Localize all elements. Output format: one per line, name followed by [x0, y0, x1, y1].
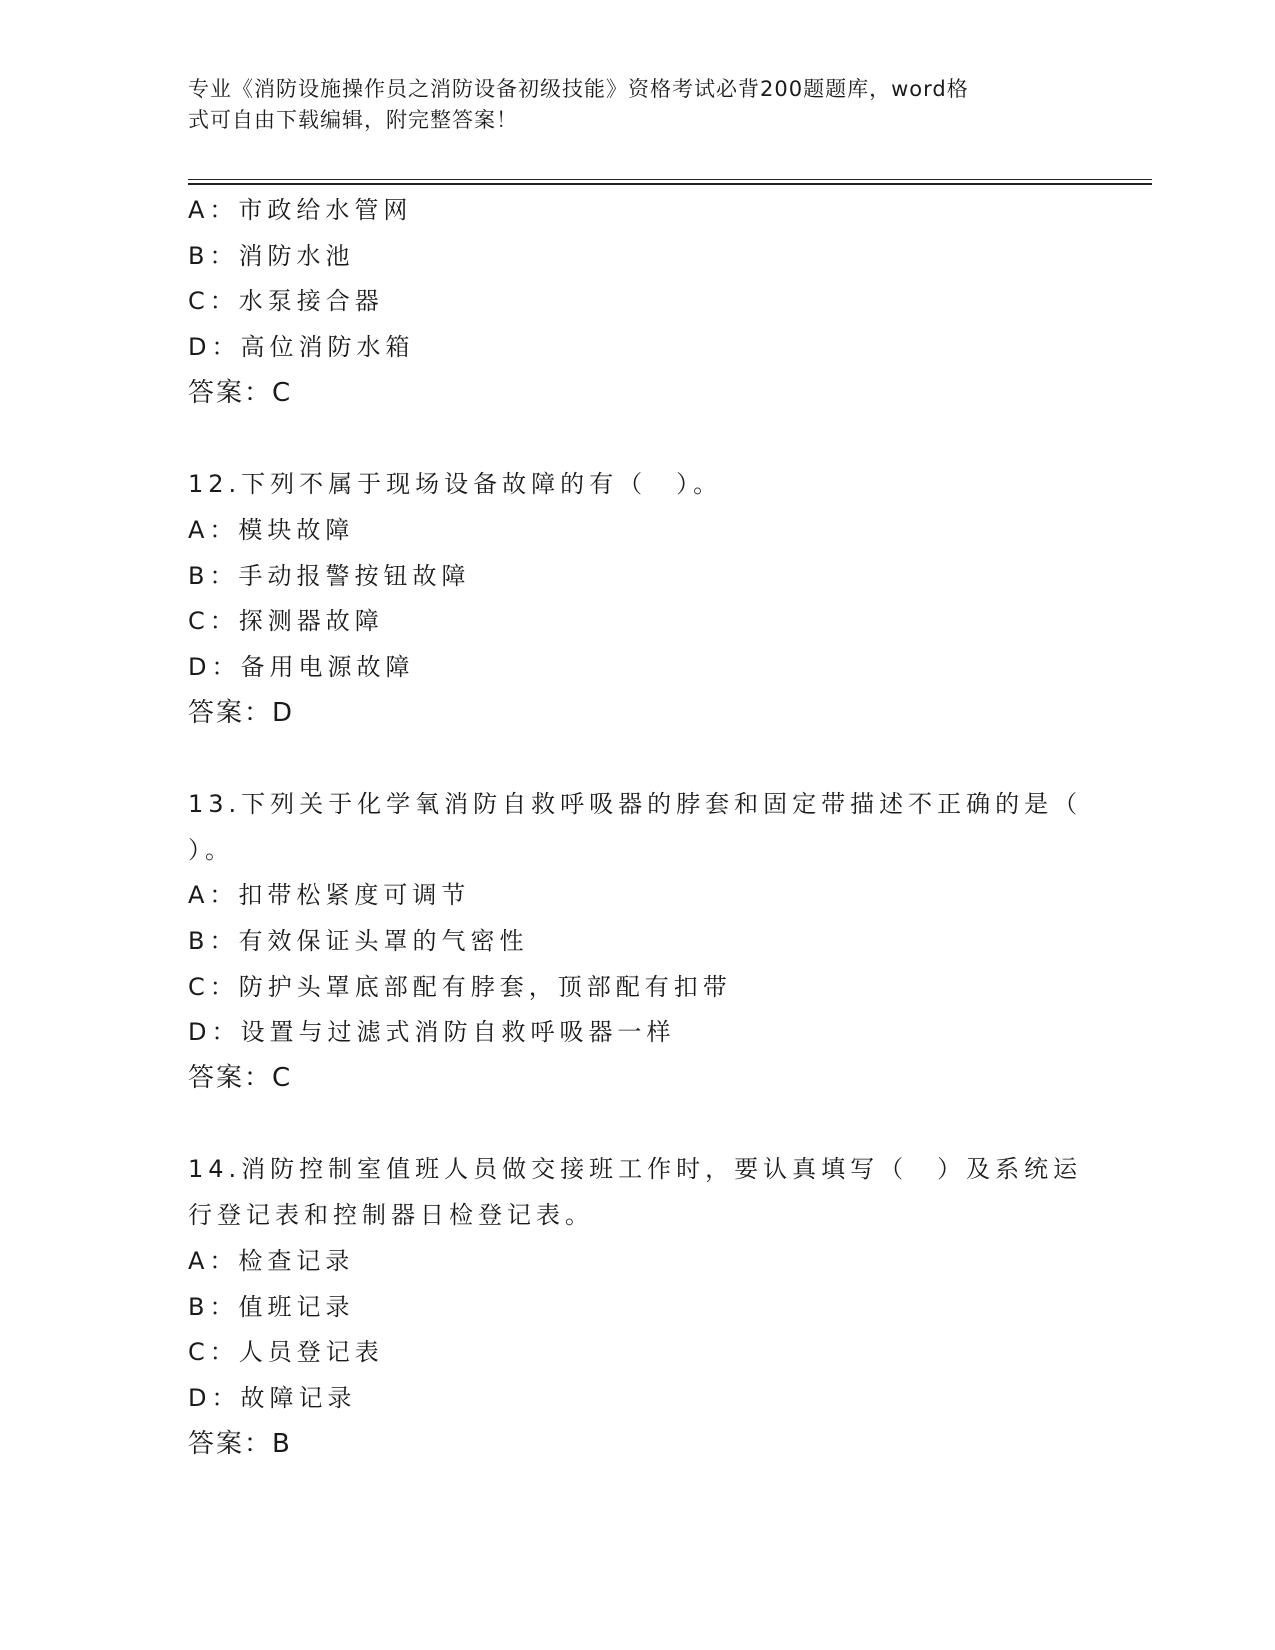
- header-divider-thin: [188, 179, 1152, 180]
- question-text-line-1: 14.消防控制室值班人员做交接班工作时，要认真填写（ ）及系统运: [188, 1155, 1083, 1184]
- option-c: C：人员登记表: [188, 1338, 384, 1367]
- option-c: C：探测器故障: [188, 607, 384, 636]
- spacer: [188, 736, 1088, 782]
- answer: 答案：C: [188, 1063, 293, 1094]
- page-header: [188, 74, 1068, 136]
- option-a: A：模块故障: [188, 515, 355, 544]
- answer: 答案：D: [188, 697, 295, 728]
- option-a: A：检查记录: [188, 1246, 355, 1275]
- option-a: A：扣带松紧度可调节: [188, 881, 471, 910]
- question-13: [188, 782, 1088, 1102]
- question-text: 12.下列不属于现场设备故障的有（ ）。: [188, 470, 723, 499]
- option-d: D：故障记录: [188, 1383, 357, 1412]
- question-text-line-2: ）。: [188, 835, 234, 864]
- spacer: [188, 1102, 1088, 1148]
- answer: 答案：C: [188, 377, 293, 408]
- header-divider-thick: [188, 183, 1152, 185]
- question-11: [188, 188, 1088, 416]
- header-line-1: 专业《消防设施操作员之消防设备初级技能》资格考试必背200题题库，word格: [188, 77, 969, 101]
- option-c: C：防护头罩底部配有脖套，顶部配有扣带: [188, 972, 732, 1001]
- question-text-line-2: 行登记表和控制器日检登记表。: [188, 1201, 594, 1230]
- question-list: [188, 188, 1088, 1467]
- option-b: B：有效保证头罩的气密性: [188, 927, 529, 955]
- option-b: B：消防水池: [188, 241, 355, 270]
- option-a: A：市政给水管网: [188, 196, 413, 224]
- question-text-line-1: 13.下列关于化学氧消防自救呼吸器的脖套和固定带描述不正确的是（: [188, 789, 1083, 818]
- question-14: [188, 1147, 1088, 1467]
- option-d: D：设置与过滤式消防自救呼吸器一样: [188, 1018, 676, 1047]
- option-b: B：手动报警按钮故障: [188, 561, 471, 590]
- question-12: [188, 462, 1088, 736]
- option-b: B：值班记录: [188, 1292, 355, 1321]
- option-d: D：高位消防水箱: [188, 333, 415, 362]
- header-line-2: 式可自由下载编辑，附完整答案！: [188, 108, 518, 132]
- option-c: C：水泵接合器: [188, 287, 384, 316]
- option-d: D：备用电源故障: [188, 652, 415, 681]
- spacer: [188, 416, 1088, 462]
- answer: 答案：B: [188, 1428, 292, 1459]
